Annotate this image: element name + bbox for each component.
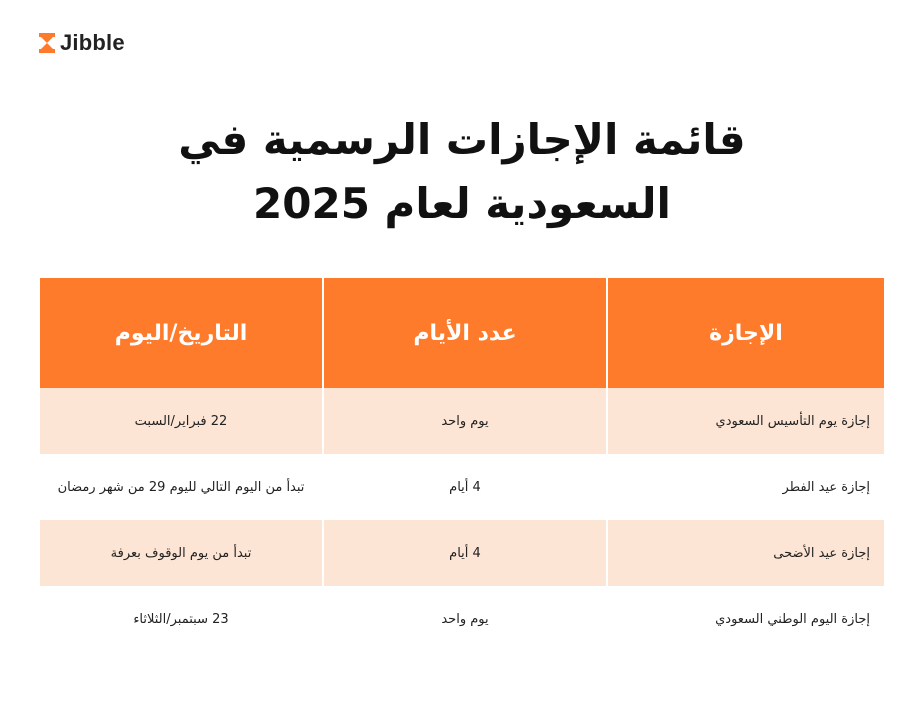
title-line-2: السعودية لعام 2025 (253, 179, 671, 228)
holiday-name: إجازة يوم التأسيس السعودي (607, 388, 885, 454)
holiday-date: تبدأ من يوم الوقوف بعرفة (39, 520, 323, 586)
brand-name: Jibble (60, 30, 125, 55)
table-header-row (39, 278, 885, 388)
table-row (39, 454, 885, 520)
holiday-days: 4 أيام (323, 454, 607, 520)
table-row (39, 586, 885, 652)
brand-logo (38, 30, 125, 56)
holiday-days: يوم واحد (323, 586, 607, 652)
holiday-date: تبدأ من اليوم التالي لليوم 29 من شهر رمضان (39, 454, 323, 520)
table-row (39, 520, 885, 586)
header-holiday: الإجازة (607, 278, 885, 388)
holiday-name: إجازة عيد الفطر (607, 454, 885, 520)
header-date: التاريخ/اليوم (39, 278, 323, 388)
title-line-1: قائمة الإجازات الرسمية في (178, 115, 746, 164)
holiday-name: إجازة عيد الأضحى (607, 520, 885, 586)
header-days: عدد الأيام (323, 278, 607, 388)
holiday-days: يوم واحد (323, 388, 607, 454)
page-title (0, 108, 924, 236)
holiday-name: إجازة اليوم الوطني السعودي (607, 586, 885, 652)
holidays-table (38, 278, 886, 652)
holiday-date: 23 سبتمبر/الثلاثاء (39, 586, 323, 652)
table-row (39, 388, 885, 454)
holiday-days: 4 أيام (323, 520, 607, 586)
holiday-date: 22 فبراير/السبت (39, 388, 323, 454)
hourglass-icon (38, 32, 56, 54)
